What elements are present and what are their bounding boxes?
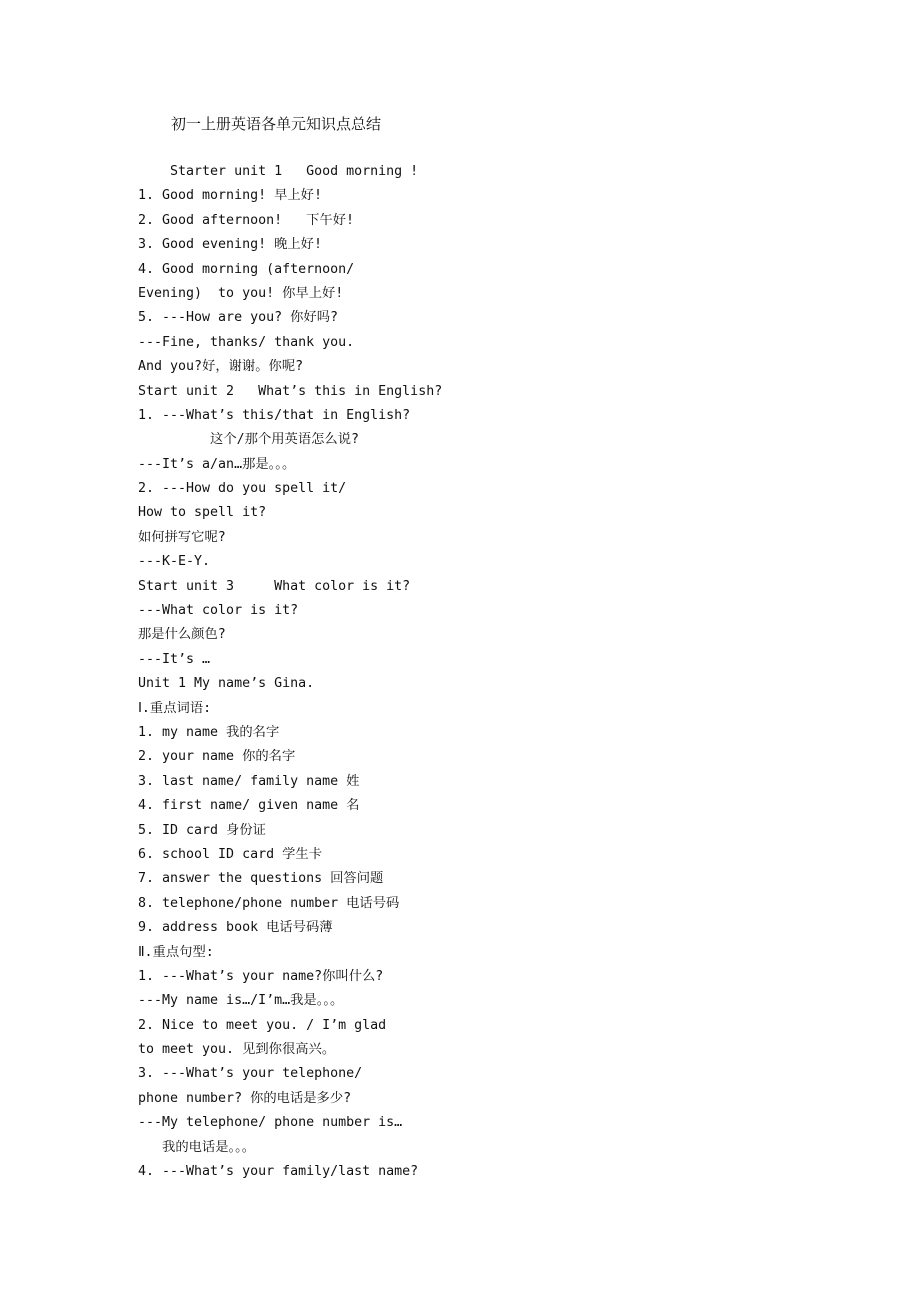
text-line: Start unit 3 What color is it? <box>138 578 411 594</box>
text-line: 2. your name 你的名字 <box>138 749 296 765</box>
text-line: 4. Good morning (afternoon/ <box>138 261 355 277</box>
text-line: 1. ---What’s your name?你叫什么? <box>138 968 384 984</box>
text-line: 4. ---What’s your family/last name? <box>138 1164 419 1180</box>
text-line: 3. ---What’s your telephone/ <box>138 1066 363 1082</box>
text-line: phone number? 你的电话是多少? <box>138 1090 352 1106</box>
text-line: ---My telephone/ phone number is… <box>138 1115 403 1131</box>
text-line: 4. first name/ given name 名 <box>138 798 360 814</box>
text-line: 7. answer the questions 回答问题 <box>138 871 384 887</box>
text-line: to meet you. 见到你很高兴。 <box>138 1042 336 1058</box>
text-line: 5. ID card 身份证 <box>138 822 266 838</box>
text-line: 8. telephone/phone number 电话号码 <box>138 895 400 911</box>
text-line: 2. ---How do you spell it/ <box>138 481 347 497</box>
text-line: 6. school ID card 学生卡 <box>138 846 322 862</box>
text-line: And you?好，谢谢。你呢? <box>138 359 304 375</box>
text-line: Starter unit 1 Good morning ! <box>138 164 419 179</box>
text-line: 1. ---What’s this/that in English? <box>138 407 411 423</box>
text-line: 如何拼写它呢? <box>138 529 226 545</box>
document-body <box>138 160 838 1184</box>
text-line: ---Fine, thanks/ thank you. <box>138 334 355 350</box>
text-line: ---What color is it? <box>138 603 299 619</box>
document-title: 初一上册英语各单元知识点总结 <box>171 115 382 133</box>
text-line: Evening) to you! 你早上好! <box>138 285 344 301</box>
text-line: 那是什么颜色? <box>138 627 226 643</box>
text-line: 2. Good afternoon! 下午好! <box>138 212 355 228</box>
text-line: 1. my name 我的名字 <box>138 724 280 740</box>
text-line: 5. ---How are you? 你好吗? <box>138 310 338 326</box>
text-line: 3. last name/ family name 姓 <box>138 773 360 789</box>
text-line: Start unit 2 What’s this in English? <box>138 383 443 399</box>
text-line: Unit 1 My name’s Gina. <box>138 676 315 692</box>
text-line: 这个/那个用英语怎么说? <box>138 432 360 448</box>
text-line: How to spell it? <box>138 505 267 521</box>
text-line: Ⅱ.重点句型: <box>138 944 214 960</box>
text-line: 我的电话是。。。 <box>138 1139 256 1155</box>
text-line: 3. Good evening! 晚上好! <box>138 237 322 253</box>
text-line: ---K-E-Y. <box>138 554 211 570</box>
text-line: ---It’s a/an…那是。。。 <box>138 456 296 472</box>
text-line: 1. Good morning! 早上好! <box>138 188 322 204</box>
text-line: ---It’s … <box>138 651 211 667</box>
text-line: 2. Nice to meet you. / I’m glad <box>138 1017 387 1033</box>
text-line: Ⅰ.重点词语: <box>138 700 212 716</box>
text-line: ---My name is…/I’m…我是。。。 <box>138 993 344 1009</box>
text-line: 9. address book 电话号码薄 <box>138 920 333 936</box>
